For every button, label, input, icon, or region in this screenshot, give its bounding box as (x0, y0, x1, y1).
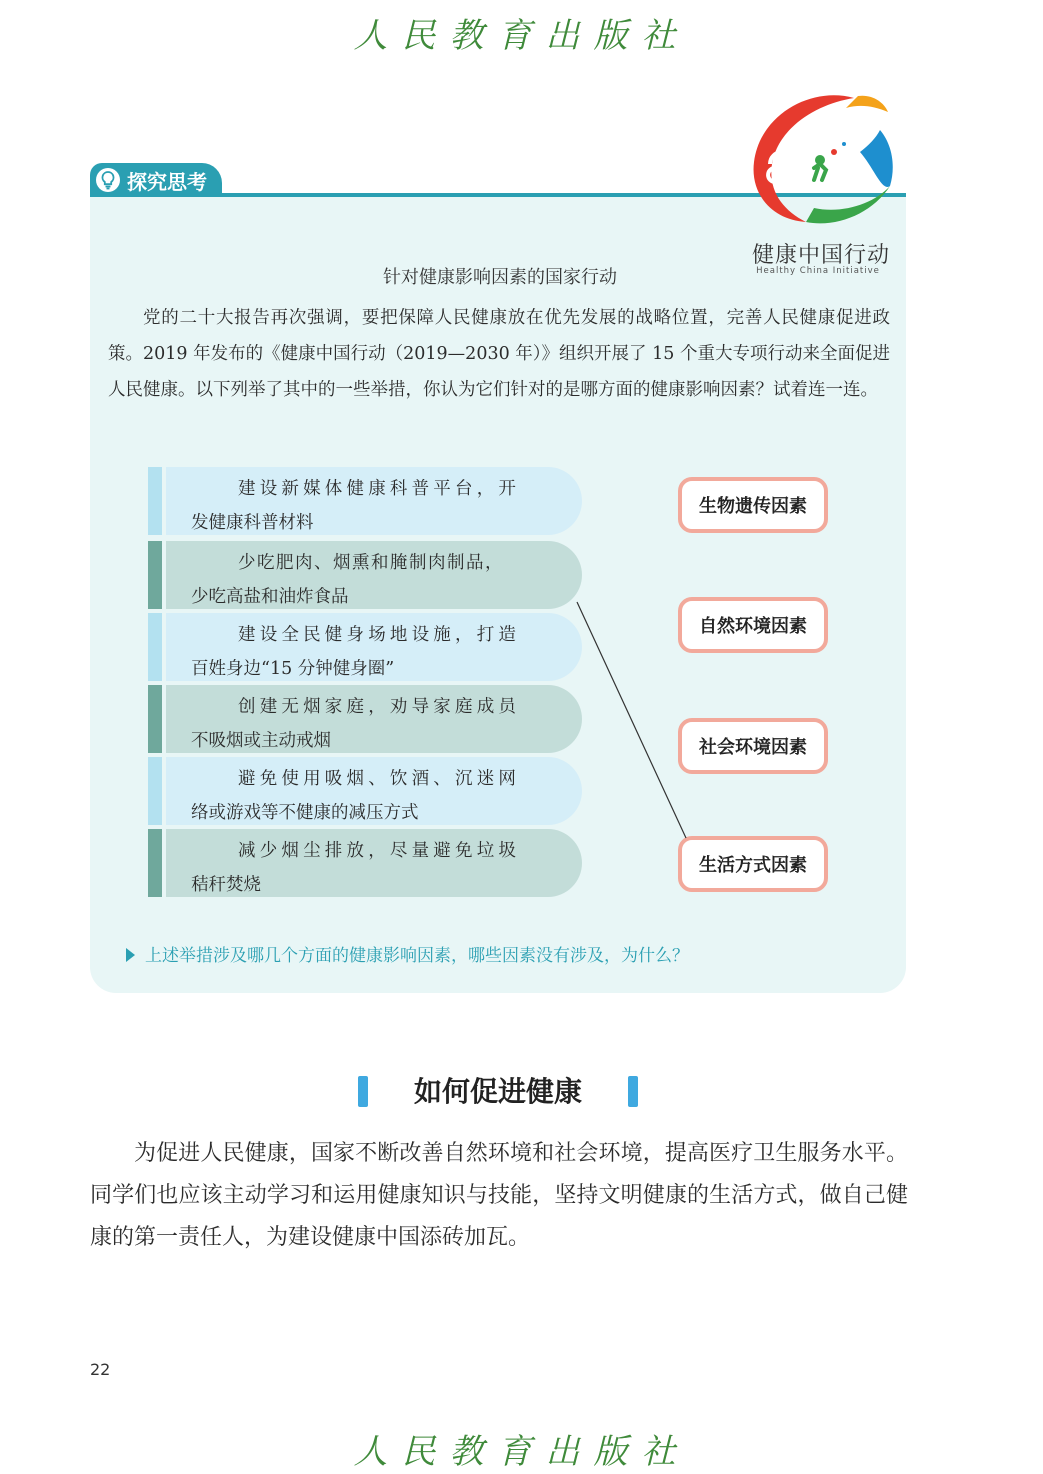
measure-item-4 (148, 685, 582, 753)
measure-text: 百姓身边“15 分钟健身圈” (191, 659, 395, 679)
measure-bar (148, 685, 162, 753)
measure-item-2 (148, 541, 582, 609)
measure-item-1 (148, 467, 582, 535)
publisher-footer: 人民教育出版社 (353, 1432, 690, 1472)
section-mark-left (358, 1076, 368, 1107)
explore-tab (90, 163, 222, 197)
question-text: 上述举措涉及哪几个方面的健康影响因素，哪些因素没有涉及，为什么？ (145, 946, 689, 966)
measure-text: 避免使用吸烟、饮酒、沉迷网 (238, 769, 521, 789)
measure-bar (148, 467, 162, 535)
section-paragraph: 为促进人民健康，国家不断改善自然环境和社会环境，提高医疗卫生服务水平。同学们也应该主动学习和运用健康知识与技能，坚持文明健康的生活方式，做自己健康的第一责任人，为建设健康中国添砖加瓦。 (90, 1141, 908, 1250)
measure-bar (148, 613, 162, 681)
triangle-arrow-icon (126, 948, 135, 962)
page-number: 22 (90, 1360, 111, 1379)
explore-title: 针对健康影响因素的国家行动 (383, 267, 617, 288)
factor-box-lifestyle[interactable]: 生活方式因素 (678, 836, 828, 892)
logo-subtitle: Healthy China Initiative (756, 266, 880, 276)
measure-text: 建设全民健身场地设施，打造 (238, 625, 521, 645)
measure-text: 少吃高盐和油炸食品 (191, 587, 349, 607)
explore-tab-label: 探究思考 (127, 169, 207, 194)
measure-item-6 (148, 829, 582, 897)
explore-question (126, 941, 886, 966)
measure-bar (148, 757, 162, 825)
measure-bar (148, 829, 162, 897)
explore-paragraph: 党的二十大报告再次强调，要把保障人民健康放在优先发展的战略位置，完善人民健康促进政策。2019 年发布的《健康中国行动（2019—2030 年）》组织开展了 15 个重大专项行动来全面促进人民健康。以下列举了其中的一些举措，你认为它们针对的是哪方面的健康影响因素？试着连一连。 (108, 308, 890, 400)
publisher-header: 人民教育出版社 (353, 16, 690, 56)
factor-box-natural-environment[interactable]: 自然环境因素 (678, 597, 828, 653)
measure-text: 发健康科普材料 (191, 513, 314, 533)
measure-text: 不吸烟或主动戒烟 (191, 731, 331, 751)
healthy-china-logo-icon (742, 82, 902, 242)
section-mark-right (628, 1076, 638, 1107)
section-title: 如何促进健康 (413, 1075, 582, 1108)
measure-text: 秸秆焚烧 (191, 875, 261, 895)
measure-item-5 (148, 757, 582, 825)
measure-text: 建设新媒体健康科普平台，开 (238, 479, 521, 499)
measure-bar (148, 541, 162, 609)
logo-name: 健康中国行动 (751, 243, 890, 268)
factor-box-social-environment[interactable]: 社会环境因素 (678, 718, 828, 774)
measure-item-3 (148, 613, 582, 681)
factor-box-biological[interactable]: 生物遗传因素 (678, 477, 828, 533)
lightbulb-icon (95, 167, 121, 193)
measure-text: 络或游戏等不健康的减压方式 (191, 803, 419, 823)
measure-text: 减少烟尘排放，尽量避免垃圾 (238, 841, 521, 861)
measure-text: 少吃肥肉、烟熏和腌制肉制品， (238, 553, 504, 573)
measure-text: 创建无烟家庭，劝导家庭成员 (238, 697, 521, 717)
